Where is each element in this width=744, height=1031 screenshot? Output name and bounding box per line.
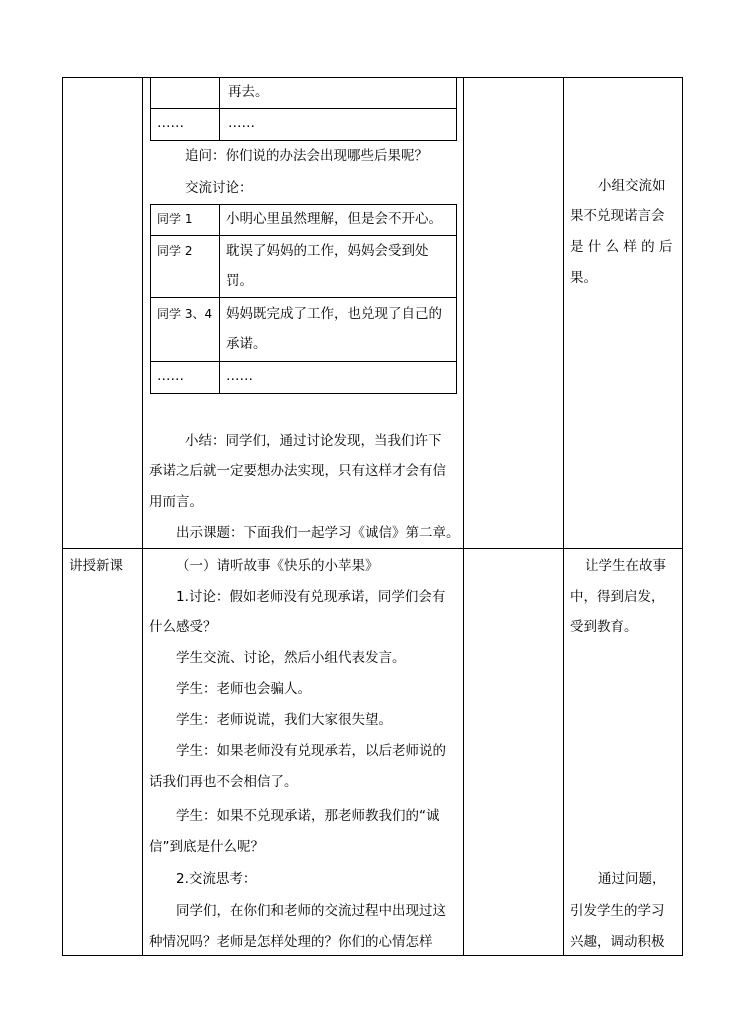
intent-line: 让学生在故事 bbox=[585, 558, 666, 574]
student-label: 同学 1 bbox=[157, 212, 193, 226]
body-paragraph: 话我们再也不会相信了。 bbox=[149, 774, 298, 790]
table-bottom-border bbox=[62, 955, 683, 956]
summary-line: 用而言。 bbox=[149, 494, 203, 510]
inner-cell-text: …… bbox=[228, 115, 255, 131]
intent-line: 果。 bbox=[570, 270, 597, 286]
intent-line: 兴趣，调动积极 bbox=[570, 934, 665, 950]
body-paragraph: 同学们，在你们和老师的交流过程中出现过这 bbox=[176, 903, 446, 919]
table-left-border bbox=[62, 77, 63, 956]
body-paragraph: 学生交流、讨论，然后小组代表发言。 bbox=[176, 650, 406, 666]
intent-line: 是 什 么 样 的 后 bbox=[570, 239, 673, 255]
student-response: …… bbox=[226, 368, 253, 384]
student-response: 罚。 bbox=[226, 273, 253, 289]
intent-line: 受到教育。 bbox=[570, 619, 638, 635]
intent-line: 引发学生的学习 bbox=[570, 903, 665, 919]
follow-up-question: 追问：你们说的办法会出现哪些后果呢？ bbox=[185, 148, 428, 164]
inner-cell-text: …… bbox=[157, 115, 184, 131]
intent-line: 中，得到启发， bbox=[570, 589, 665, 605]
row-divider bbox=[62, 548, 683, 549]
student-response: 承诺。 bbox=[226, 336, 267, 352]
column-divider-2 bbox=[463, 77, 464, 956]
column-divider-3 bbox=[563, 77, 564, 956]
student-label: …… bbox=[157, 368, 184, 384]
student-label: 同学 2 bbox=[157, 244, 193, 258]
discussion-question: 什么感受？ bbox=[149, 619, 217, 635]
body-paragraph: 学生：如果老师没有兑现承若，以后老师说的 bbox=[176, 743, 446, 759]
student-response: 小明心里虽然理解，但是会不开心。 bbox=[226, 211, 442, 227]
student-response: 妈妈既完成了工作，也兑现了自己的 bbox=[226, 306, 442, 322]
discussion-question: 1.讨论：假如老师没有兑现承诺，同学们会有 bbox=[176, 589, 446, 605]
lesson-topic: 出示课题：下面我们一起学习《诚信》第二章。 bbox=[176, 525, 460, 541]
table-top-border bbox=[62, 77, 683, 78]
student-label: 同学 3、4 bbox=[157, 307, 213, 321]
column-divider-1 bbox=[142, 77, 143, 956]
body-paragraph: 学生：老师说谎，我们大家很失望。 bbox=[176, 712, 392, 728]
think-title: 2.交流思考： bbox=[176, 871, 257, 887]
body-paragraph: 信”到底是什么呢？ bbox=[149, 839, 264, 855]
summary-line: 承诺之后就一定要想办法实现，只有这样才会有信 bbox=[149, 463, 446, 479]
summary-line: 小结：同学们，通过讨论发现，当我们许下 bbox=[185, 433, 442, 449]
intent-line: 通过问题， bbox=[598, 871, 666, 887]
intent-line: 果不兑现诺言会 bbox=[570, 208, 665, 224]
intent-line: 小组交流如 bbox=[598, 178, 666, 194]
body-paragraph: 种情况吗？老师是怎样处理的？你们的心情怎样 bbox=[149, 934, 433, 950]
body-paragraph: 学生：老师也会骗人。 bbox=[176, 681, 311, 697]
story-title: （一）请听故事《快乐的小苹果》 bbox=[176, 558, 379, 574]
body-paragraph: 学生：如果不兑现承诺，那老师教我们的“诚 bbox=[176, 808, 440, 824]
student-response: 耽误了妈妈的工作，妈妈会受到处 bbox=[226, 243, 429, 259]
discussion-label: 交流讨论： bbox=[185, 180, 253, 196]
table-right-border bbox=[682, 77, 683, 956]
inner-cell-text: 再去。 bbox=[228, 84, 269, 100]
section-label: 讲授新课 bbox=[69, 558, 123, 574]
